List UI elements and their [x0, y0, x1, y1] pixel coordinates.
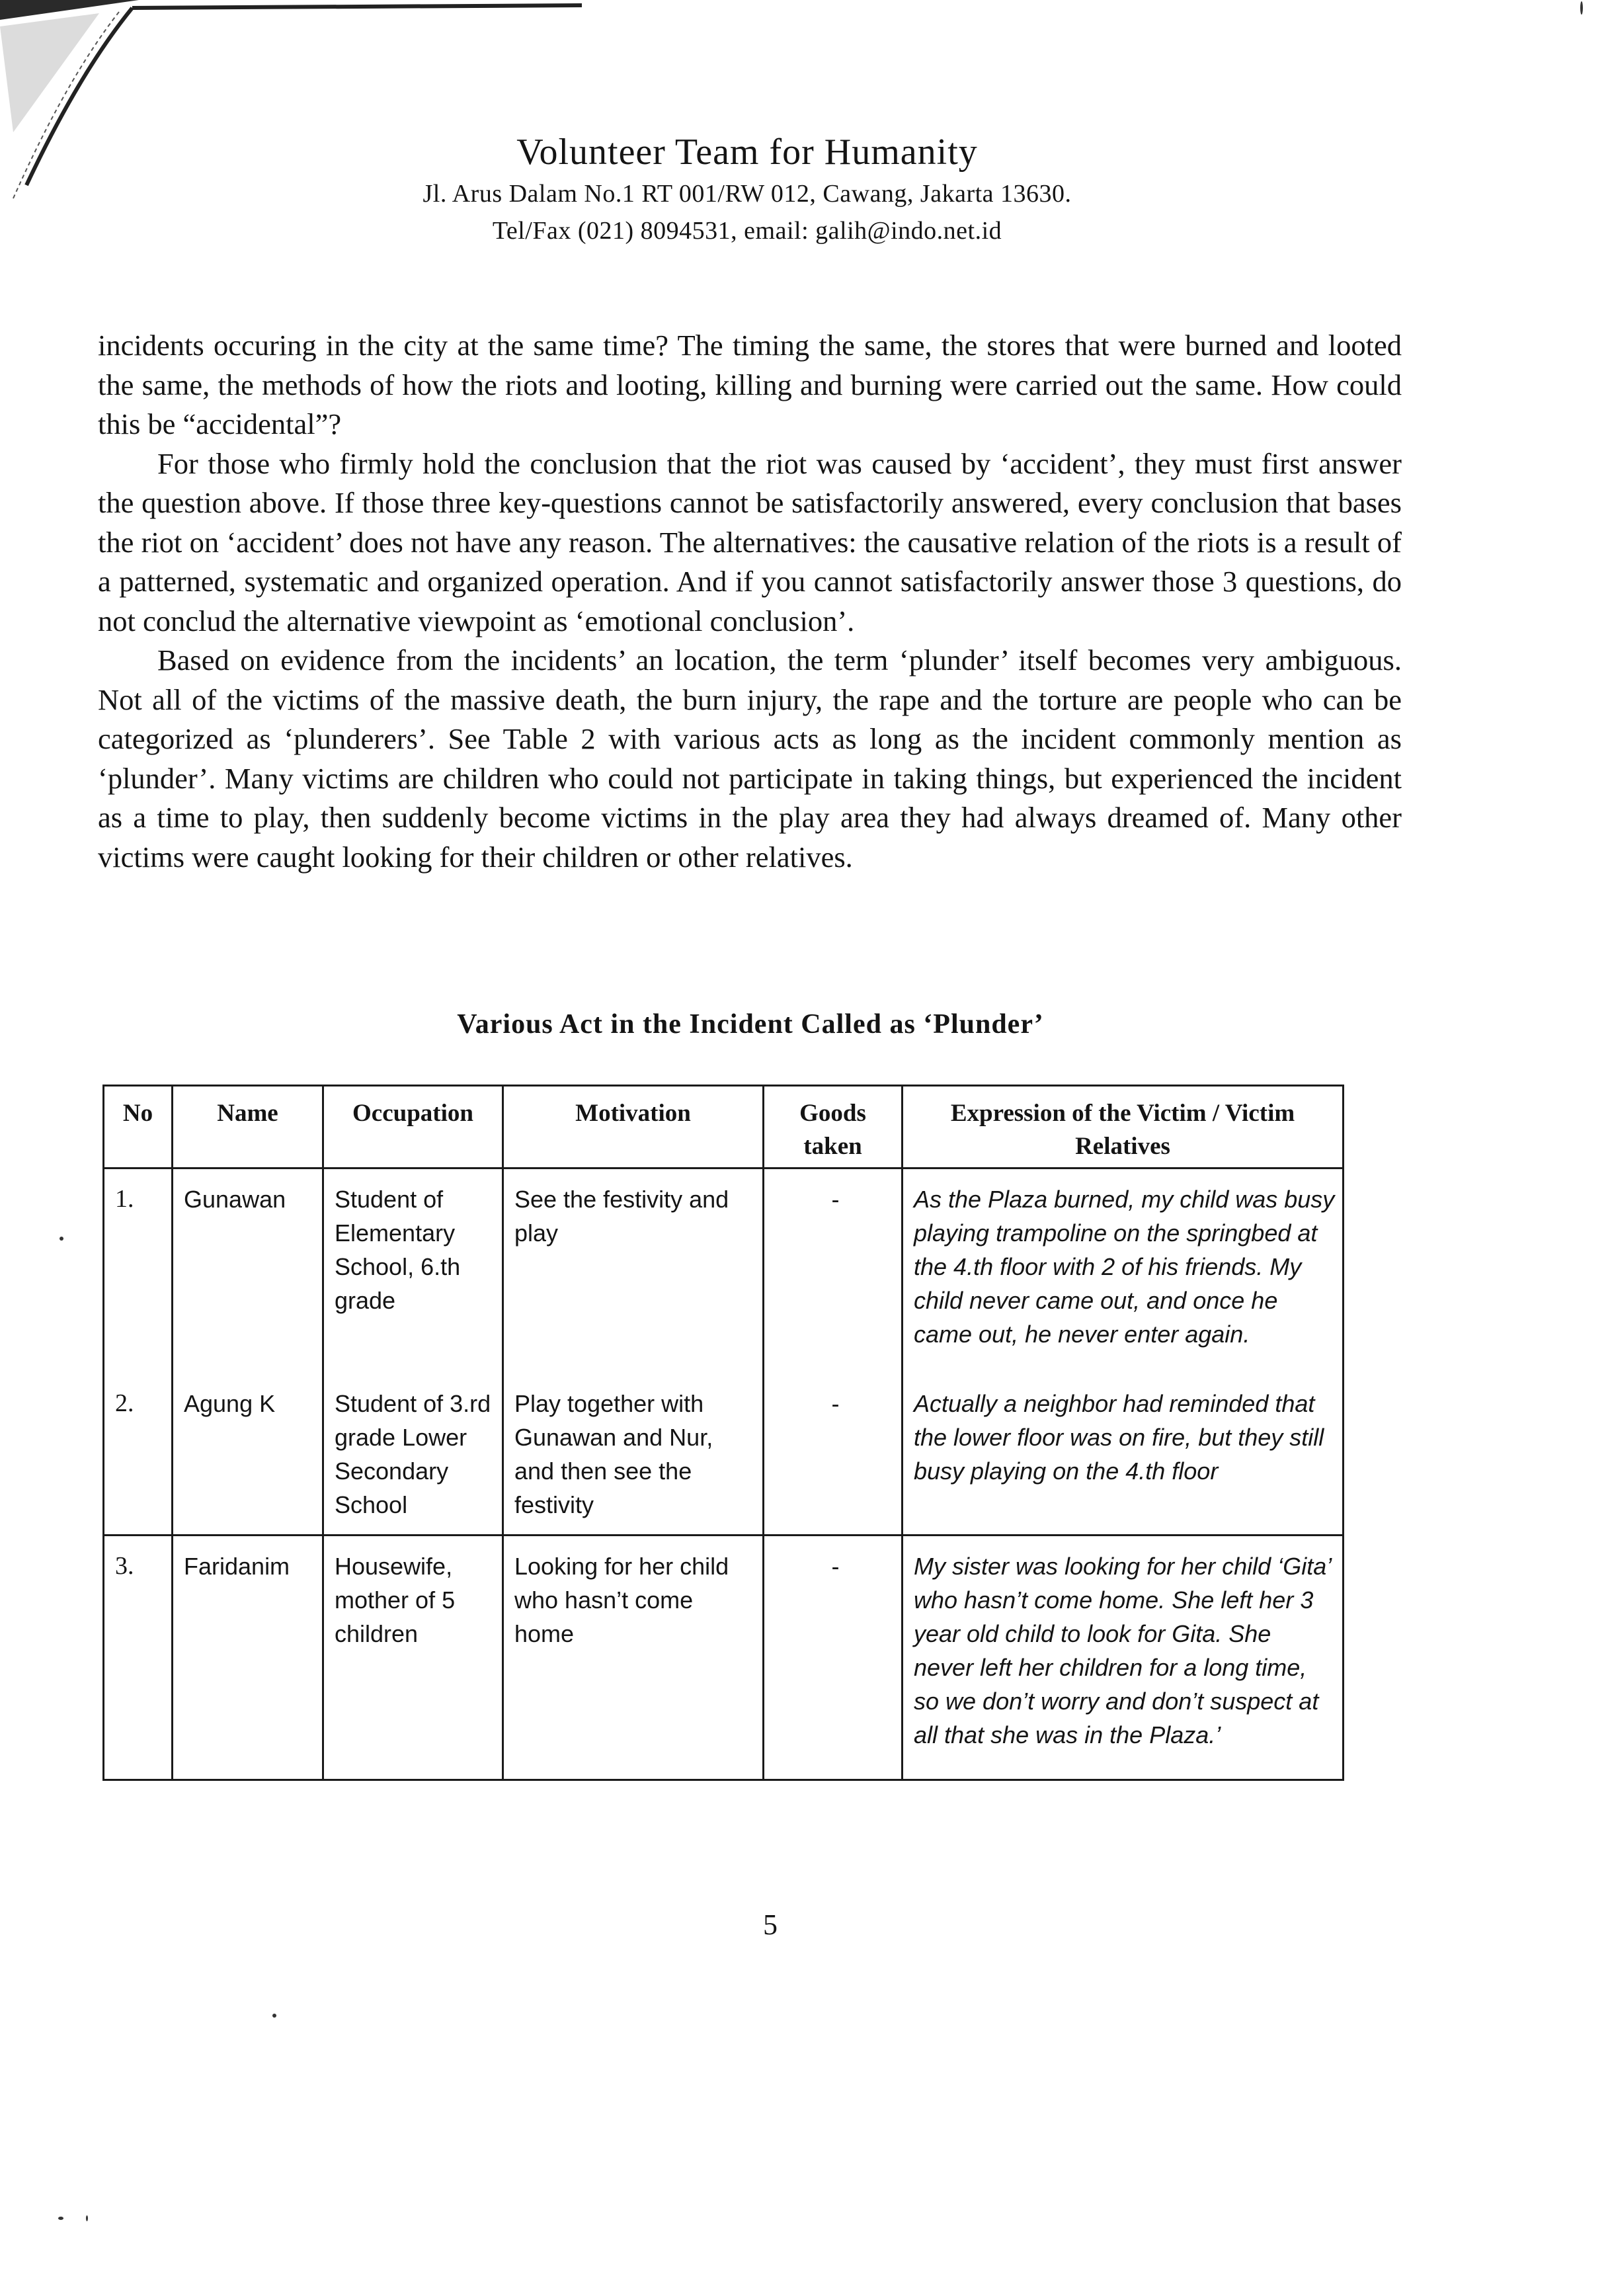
header-goods-taken: Goods taken: [764, 1086, 903, 1168]
organization-contact: Tel/Fax (021) 8094531, email: galih@indo.net.id: [492, 217, 1002, 245]
cell-occupation: Student of Elementary School, 6.th grade: [323, 1168, 503, 1374]
cell-occupation: Student of 3.rd grade Lower Secondary School: [323, 1374, 503, 1536]
cell-goods-taken: -: [764, 1536, 903, 1780]
paragraph-3: Based on evidence from the incidents’ an location, the term ‘plunder’ itself becomes very ambiguous. Not all of the victims of the massive death, the burn injury, the rape and the torture are people who can be categorized as ‘plunderers’. See Table 2 with various acts as long as the incident commonly mention as ‘plunder’. Many victims are children who could not participate in taking things, but experienced the incident as a time to play, then suddenly become victims in the play area they had always dreamed of. Many other victims were caught looking for their children or other relatives.: [98, 643, 1402, 874]
cell-name: Agung K: [173, 1374, 323, 1536]
cell-occupation: Housewife, mother of 5 children: [323, 1536, 503, 1780]
header-occupation: Occupation: [323, 1086, 503, 1168]
cell-motivation: See the festivity and play: [503, 1168, 764, 1374]
cell-expression: As the Plaza burned, my child was busy playing trampoline on the springbed at the 4.th floor with 2 of his friends. My child never came out, and once he came out, he never enter again.: [903, 1168, 1344, 1374]
paragraph-2: For those who firmly hold the conclusion that the riot was caused by ‘accident’, they must first answer the question above. If those three key-questions cannot be satisfactorily answered, every conclusion that bases the riot on ‘accident’ does not have any reason. The alternatives: the causative relation of the riots is a result of a patterned, systematic and organized operation. And if you cannot satisfactorily answer those 3 questions, do not conclud the alternative viewpoint as ‘emotional conclusion’.: [98, 446, 1402, 637]
cell-expression: Actually a neighbor had reminded that the lower floor was on fire, but they still busy playing on the 4.th floor: [903, 1374, 1344, 1536]
cell-no: 3.: [104, 1536, 173, 1780]
scan-speck: [1580, 1, 1583, 15]
table-row: [104, 1168, 1344, 1374]
cell-name: Gunawan: [173, 1168, 323, 1374]
cell-motivation: Looking for her child who hasn’t come home: [503, 1536, 764, 1780]
scan-speck: [58, 2217, 63, 2220]
cell-no: 1.: [104, 1168, 173, 1374]
header-name: Name: [173, 1086, 323, 1168]
cell-expression: My sister was looking for her child ‘Gita’ who hasn’t come home. She left her 3 year old child to look for Gita. She never left her children for a long time, so we don’t worry and don’t suspect at all that she was in the Plaza.’: [903, 1536, 1344, 1780]
page-number: 5: [763, 1908, 778, 1941]
cell-goods-taken: -: [764, 1168, 903, 1374]
plunder-acts-table: [102, 1085, 1344, 1781]
body-text: [98, 326, 1402, 877]
table-row: [104, 1536, 1344, 1780]
table-row: [104, 1374, 1344, 1536]
table-caption: Various Act in the Incident Called as ‘Plunder’: [457, 1009, 1044, 1040]
scan-speck: [272, 2014, 276, 2018]
organization-title: Volunteer Team for Humanity: [516, 132, 978, 173]
header-no: No: [104, 1086, 173, 1168]
paragraph-1: incidents occuring in the city at the same time? The timing the same, the stores that were burned and looted the same, the methods of how the riots and looting, killing and burning were carried out the same. How could this be “accidental”?: [98, 329, 1402, 440]
header-expression: Expression of the Victim / Victim Relatives: [903, 1086, 1344, 1168]
scan-speck: [86, 2215, 88, 2221]
organization-address: Jl. Arus Dalam No.1 RT 001/RW 012, Cawang, Jakarta 13630.: [422, 180, 1072, 208]
letterhead: [0, 129, 1494, 249]
table-header-row: [104, 1086, 1344, 1168]
cell-no: 2.: [104, 1374, 173, 1536]
cell-motivation: Play together with Gunawan and Nur, and then see the festivity: [503, 1374, 764, 1536]
scan-speck: [60, 1237, 63, 1241]
cell-name: Faridanim: [173, 1536, 323, 1780]
header-motivation: Motivation: [503, 1086, 764, 1168]
cell-goods-taken: -: [764, 1374, 903, 1536]
